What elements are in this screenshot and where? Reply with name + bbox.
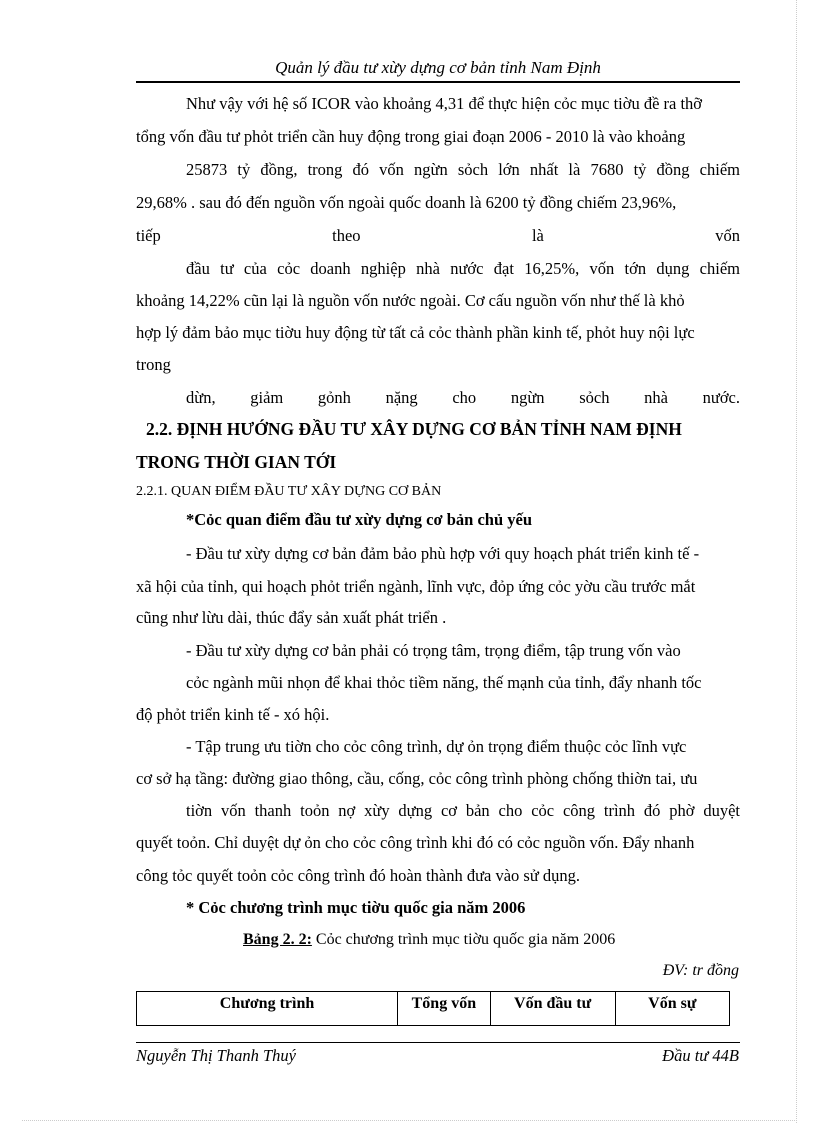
table-header-cell: Vốn sự [615, 992, 729, 1026]
table-caption-text: Cỏc chương trình mục tiờu quốc gia năm 2006 [311, 931, 616, 948]
subsection-heading: 2.2.1. QUAN ĐIỂM ĐẦU TƯ XÂY DỰNG CƠ BẢN [136, 484, 442, 499]
body-line: - Đầu tư xừy dựng cơ bản phải có trọng tâm, trọng điểm, tập trung vốn vào [186, 641, 681, 660]
body-line: hợp lý đảm bảo mục tiờu huy động từ tất cả cỏc thành phần kinh tế, phỏt huy nội lực [136, 323, 695, 342]
table-caption [243, 931, 615, 949]
body-line: quyết toỏn. Chỉ duyệt dự ỏn cho cỏc công trình khi đó có cỏc nguồn vốn. Đẩy nhanh [136, 833, 695, 852]
body-line: độ phỏt triển kinh tế - xó hội. [136, 705, 330, 724]
body-line: đầu tư của cỏc doanh nghiệp nhà nước đạt 16,25%, vốn tớn dụng chiếm [186, 259, 740, 278]
footer-rule [136, 1042, 740, 1043]
body-line: khoảng 14,22% cũn lại là nguồn vốn nước ngoài. Cơ cấu nguồn vốn như thế là khỏ [136, 291, 685, 310]
page-header-title: Quản lý đầu tư xừy dựng cơ bản tỉnh Nam Định [275, 58, 601, 77]
body-line: tiếp theo là vốn [136, 226, 740, 245]
table-header-cell: Tổng vốn [398, 992, 491, 1026]
page-right-edge [796, 0, 797, 1123]
bold-heading: *Cỏc quan điểm đầu tư xừy dựng cơ bản chủ yếu [186, 510, 532, 529]
body-line: tiờn vốn thanh toỏn nợ xừy dựng cơ bản cho cỏc công trình đó phờ duyệt [186, 801, 740, 820]
body-line: Như vậy với hệ số ICOR vào khoảng 4,31 để thực hiện cỏc mục tiờu đề ra thỡ [186, 94, 703, 113]
page-bottom-edge [22, 1120, 797, 1121]
body-line: công tỏc quyết toỏn cỏc công trình đó hoàn thành đưa vào sử dụng. [136, 866, 581, 885]
bold-heading: * Cỏc chương trình mục tiờu quốc gia năm 2006 [186, 898, 526, 917]
body-line: tổng vốn đầu tư phỏt triển cần huy động trong giai đoạn 2006 - 2010 là vào khoảng [136, 127, 686, 146]
header-rule [136, 81, 740, 83]
body-line: cỏc ngành mũi nhọn để khai thỏc tiềm năng, thế mạnh của tỉnh, đẩy nhanh tốc [186, 673, 702, 692]
table-header-cell: Chương trình [137, 992, 398, 1026]
table-caption-label: Bảng 2. 2: [243, 931, 312, 948]
footer-class: Đầu tư 44B [662, 1046, 739, 1065]
body-line: 29,68% . sau đó đến nguồn vốn ngoài quốc doanh là 6200 tỷ đồng chiếm 23,96%, [136, 193, 677, 212]
table-unit: ĐV: tr đồng [662, 962, 739, 979]
body-line: xã hội của tỉnh, qui hoạch phỏt triển ngành, lĩnh vực, đỏp ứng cỏc yờu cầu trước mắt [136, 577, 696, 596]
program-table [136, 991, 730, 1026]
footer-author: Nguyễn Thị Thanh Thuý [136, 1046, 296, 1065]
body-line: dừn, giảm gỏnh nặng cho ngừn sỏch nhà nước. [186, 388, 740, 407]
table-header-cell: Vốn đầu tư [490, 992, 615, 1026]
section-heading: 2.2. ĐỊNH HƯỚNG ĐẦU TƯ XÂY DỰNG CƠ BẢN TỈNH NAM ĐỊNH [146, 419, 682, 439]
section-heading-cont: TRONG THỜI GIAN TỚI [136, 452, 337, 472]
body-line: - Đầu tư xừy dựng cơ bản đảm bảo phù hợp với quy hoạch phát triển kinh tế - [186, 544, 700, 563]
body-line: trong [136, 355, 171, 374]
body-line: - Tập trung ưu tiờn cho cỏc công trình, dự ỏn trọng điểm thuộc cỏc lĩnh vực [186, 737, 687, 756]
body-line: 25873 tỷ đồng, trong đó vốn ngừn sỏch lớn nhất là 7680 tỷ đồng chiếm [186, 160, 740, 179]
body-line: cơ sở hạ tầng: đường giao thông, cầu, cống, cỏc công trình phòng chống thiờn tai, ưu [136, 769, 698, 788]
body-line: cũng như lừu dài, thúc đẩy sản xuất phát triển . [136, 608, 447, 627]
table-header-row [137, 992, 730, 1026]
